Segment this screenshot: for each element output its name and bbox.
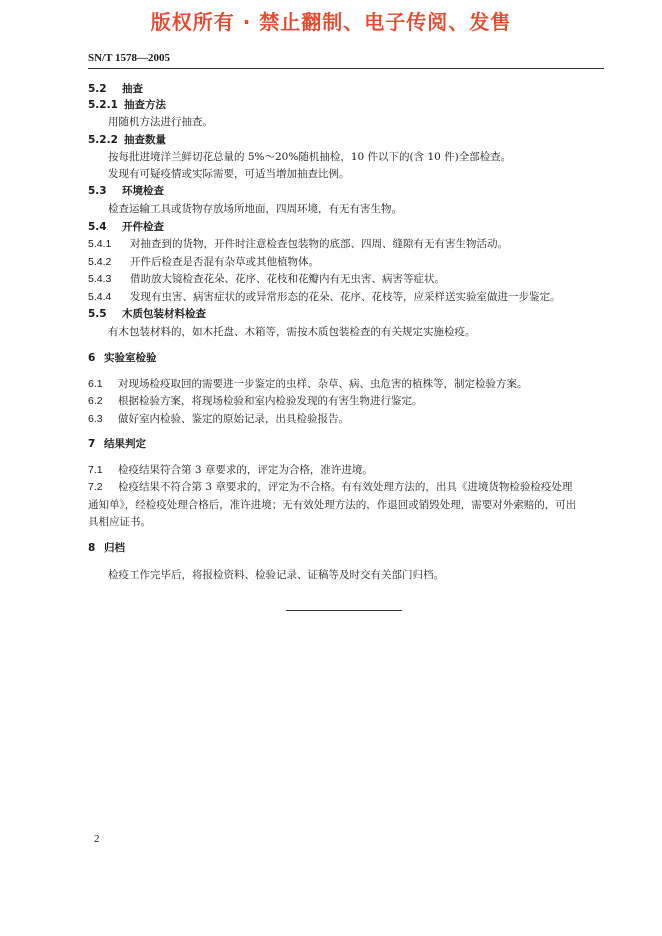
section-number: 5.4.2 xyxy=(88,256,112,268)
section-5-3-heading xyxy=(88,184,164,198)
section-title: 实验室检验 xyxy=(104,352,157,364)
section-title: 抽查方法 xyxy=(124,99,166,111)
section-body: 发现有虫害、病害症状的或异常形态的花朵、花序、花枝等，应采样送实验室做进一步鉴定。 xyxy=(130,291,561,303)
section-body: 检疫结果不符合第 3 章要求的，评定为不合格。有有效处理方法的，出具《进境货物检验检疫处理 xyxy=(118,481,573,493)
section-5-4-4 xyxy=(88,290,561,304)
section-5-4-1 xyxy=(88,237,508,251)
section-title: 结果判定 xyxy=(104,438,146,450)
section-7-1 xyxy=(88,463,373,477)
section-7-2-line-2: 通知单》，经检疫处理合格后，准许进境；无有效处理方法的，作退回或销毁处理，需要对外索赔的，可出 xyxy=(88,499,577,511)
header-rule xyxy=(88,68,604,69)
section-number: 5.5 xyxy=(88,308,107,320)
section-number: 6 xyxy=(88,352,96,364)
section-number: 5.4.4 xyxy=(88,291,112,303)
section-body: 开件后检查是否混有杂草或其他植物体。 xyxy=(130,256,319,268)
section-body: 对抽查到的货物，开件时注意检查包装物的底部、四周、缝隙有无有害生物活动。 xyxy=(130,238,508,250)
section-body: 根据检验方案，将现场检验和室内检验发现的有害生物进行鉴定。 xyxy=(118,395,423,407)
section-body: 对现场检疫取回的需要进一步鉴定的虫样、杂草、病、虫危害的植株等，制定检验方案。 xyxy=(118,378,528,390)
section-5-3-body: 检查运输工具或货物存放场所地面，四周环境，有无有害生物。 xyxy=(108,203,402,215)
section-title: 抽查 xyxy=(122,83,143,95)
section-5-2-heading xyxy=(88,82,143,96)
section-number: 7.2 xyxy=(88,481,103,493)
section-5-4-3 xyxy=(88,272,445,286)
section-number: 5.4 xyxy=(88,221,107,233)
section-5-2-2-body-2: 发现有可疑疫情或实际需要，可适当增加抽查比例。 xyxy=(108,168,350,180)
section-5-4-heading xyxy=(88,220,164,234)
section-8-body: 检疫工作完毕后，将报检资料、检验记录、证稿等及时交有关部门归档。 xyxy=(108,569,444,581)
section-body: 检疫结果符合第 3 章要求的，评定为合格，准许进境。 xyxy=(118,464,373,476)
section-7-2-line-1 xyxy=(88,480,572,494)
section-5-4-2 xyxy=(88,255,319,269)
section-5-2-1-body: 用随机方法进行抽查。 xyxy=(108,116,213,128)
section-5-5-body: 有木包装材料的，如木托盘、木箱等，需按木质包装检查的有关规定实施检疫。 xyxy=(108,326,476,338)
section-5-2-2-heading xyxy=(88,133,166,147)
section-title: 归档 xyxy=(104,542,125,554)
end-of-document-rule xyxy=(286,610,402,611)
section-6-3 xyxy=(88,412,349,426)
section-number: 7 xyxy=(88,438,96,450)
section-8-heading xyxy=(88,541,125,555)
section-title: 环境检查 xyxy=(122,185,164,197)
section-number: 5.2.2 xyxy=(88,134,118,146)
section-title: 抽查数量 xyxy=(124,134,166,146)
section-5-5-heading xyxy=(88,307,206,321)
section-number: 5.4.3 xyxy=(88,273,112,285)
section-number: 7.1 xyxy=(88,464,103,476)
section-title: 木质包装材料检查 xyxy=(122,308,206,320)
section-title: 开件检查 xyxy=(122,221,164,233)
section-6-2 xyxy=(88,394,423,408)
section-number: 8 xyxy=(88,542,96,554)
page-number: 2 xyxy=(94,833,100,845)
section-number: 6.1 xyxy=(88,378,103,390)
standard-code: SN/T 1578—2005 xyxy=(88,52,171,64)
section-5-2-2-body-1: 按每批进境洋兰鲜切花总量的 5%～20%随机抽检，10 件以下的(含 10 件)全部检查。 xyxy=(108,151,512,163)
section-7-heading xyxy=(88,437,146,451)
section-6-heading xyxy=(88,351,157,365)
watermark-banner: 版权所有 · 禁止翻制、电子传阅、发售 xyxy=(150,10,512,34)
section-6-1 xyxy=(88,377,528,391)
section-number: 5.3 xyxy=(88,185,107,197)
section-body: 借助放大镜检查花朵、花序、花枝和花瓣内有无虫害、病害等症状。 xyxy=(130,273,445,285)
section-number: 5.2 xyxy=(88,83,107,95)
section-7-2-line-3: 具相应证书。 xyxy=(88,516,151,528)
section-number: 5.4.1 xyxy=(88,238,112,250)
section-number: 6.2 xyxy=(88,395,103,407)
section-5-2-1-heading xyxy=(88,98,166,112)
section-body: 做好室内检验、鉴定的原始记录，出具检验报告。 xyxy=(118,413,349,425)
section-number: 5.2.1 xyxy=(88,99,118,111)
section-number: 6.3 xyxy=(88,413,103,425)
